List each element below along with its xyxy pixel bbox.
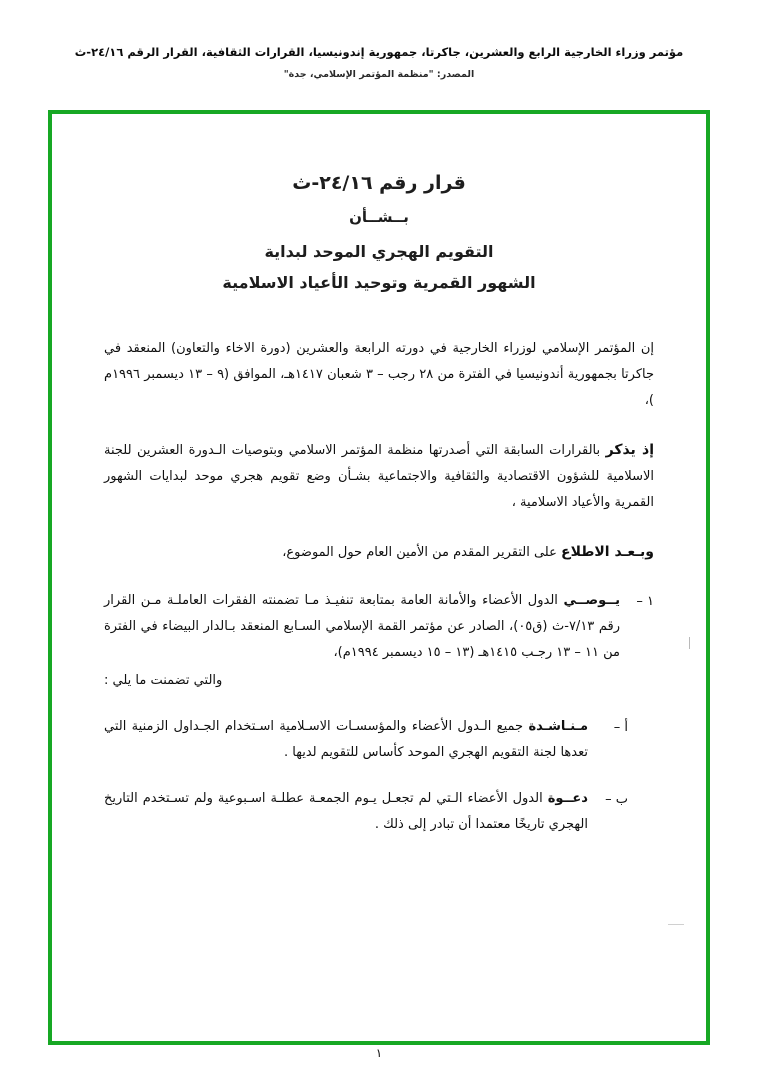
having-reviewed-paragraph bbox=[104, 538, 654, 566]
body-text bbox=[104, 336, 654, 838]
header-running-title: مؤتمر وزراء الخارجية الرابع والعشرين، جاكرتا، جمهورية إندونيسيا، القرارات الثقافية، القرار الرقم ٢٤/١٦-ث bbox=[74, 45, 684, 59]
page-number: ١ bbox=[375, 1046, 383, 1060]
sub-item-keyword: مـنـاشـدة bbox=[528, 719, 588, 734]
frame-content bbox=[52, 114, 706, 1041]
having-reviewed-text: على التقرير المقدم من الأمين العام حول الموضوع، bbox=[282, 545, 557, 560]
scan-artifact-lower bbox=[668, 924, 684, 925]
preamble-paragraph: إن المؤتمر الإسلامي لوزراء الخارجية في دورته الرابعة والعشرين (دورة الاخاء والتعاون) المنعقد في جاكرتا بجمهورية أندونيسيا في الفترة من ٢٨ رجب – ٣ شعبان ١٤١٧هـ، الموافق (٩ – ١٣ ديسمبر ١٩٩٦م )، bbox=[104, 341, 655, 408]
clause-text bbox=[104, 588, 620, 694]
sub-item-letter: ب – bbox=[605, 792, 628, 807]
page-footer bbox=[0, 1046, 758, 1060]
header-source-note: المصدر: "منظمة المؤتمر الإسلامي، جدة" bbox=[283, 69, 475, 81]
sub-item-main-text: جميع الـدول الأعضاء والمؤسسـات الاسـلامية اسـتخدام الجـداول الزمنية التي تعدها لجنة التقويم الهجري الموحد كأساس للتقويم لديها . bbox=[104, 719, 588, 760]
clause-main-text: الدول الأعضاء والأمانة العامة بمتابعة تنفيـذ مـا تضمنته الفقرات العاملـة مـن القرار رقم ٧/١٣-ث (ق٠٥)، الصادر عن مؤتمر القمة الإسلامي السـابع المنعقد بـالدار البيضاء في الفترة من ١١ – ١٣ رجـب ١٤١٥هـ (١٣ – ١٥ ديسمبر ١٩٩٤م)، bbox=[104, 593, 620, 660]
clause-tail-text: والتي تضمنت ما يلي : bbox=[104, 673, 223, 688]
sub-item-letter: أ – bbox=[613, 720, 628, 735]
sub-item-main-text: الدول الأعضاء الـتي لم تجعـل يـوم الجمعـة عطلـة اسـبوعية ولم تسـتخدم التاريخ الهجري تاريخًا معتمدا أن تبادر إلى ذلك . bbox=[104, 791, 588, 832]
running-header bbox=[0, 44, 758, 80]
regarding-label: بــشــأن bbox=[349, 208, 409, 226]
green-page-frame bbox=[48, 110, 710, 1045]
recalling-paragraph bbox=[104, 436, 654, 516]
recalling-keyword: إذ يذكر bbox=[605, 442, 654, 458]
topic-line-2: الشهور القمرية وتوحيد الأعياد الاسلامية bbox=[222, 273, 536, 292]
sub-item-text bbox=[104, 786, 588, 838]
clause-item bbox=[104, 588, 654, 694]
sub-item-text bbox=[104, 714, 588, 766]
sub-item-keyword: دعــوة bbox=[547, 791, 588, 806]
resolution-number: قرار رقم ٢٤/١٦-ث bbox=[292, 172, 466, 194]
clause-keyword: يــوصــي bbox=[563, 593, 620, 608]
scan-artifact-left bbox=[689, 637, 690, 649]
clause-number: ١ – bbox=[636, 594, 654, 609]
sub-item bbox=[104, 714, 654, 766]
title-block bbox=[104, 172, 654, 292]
having-reviewed-keyword: وبـعـد الاطلاع bbox=[561, 544, 654, 560]
recalling-text: بالقرارات السابقة التي أصدرتها منظمة المؤتمر الاسلامي وبتوصيات الـدورة العشرين للجنة الاسلامية للشؤون الاقتصادية والثقافية والاجتماعية بشـأن وضع تقويم هجري موحد لبدايات الشهور القمرية والأعياد الاسلامية ، bbox=[104, 443, 654, 510]
sub-item bbox=[104, 786, 654, 838]
topic-line-1: التقويم الهجري الموحد لبداية bbox=[264, 242, 494, 261]
